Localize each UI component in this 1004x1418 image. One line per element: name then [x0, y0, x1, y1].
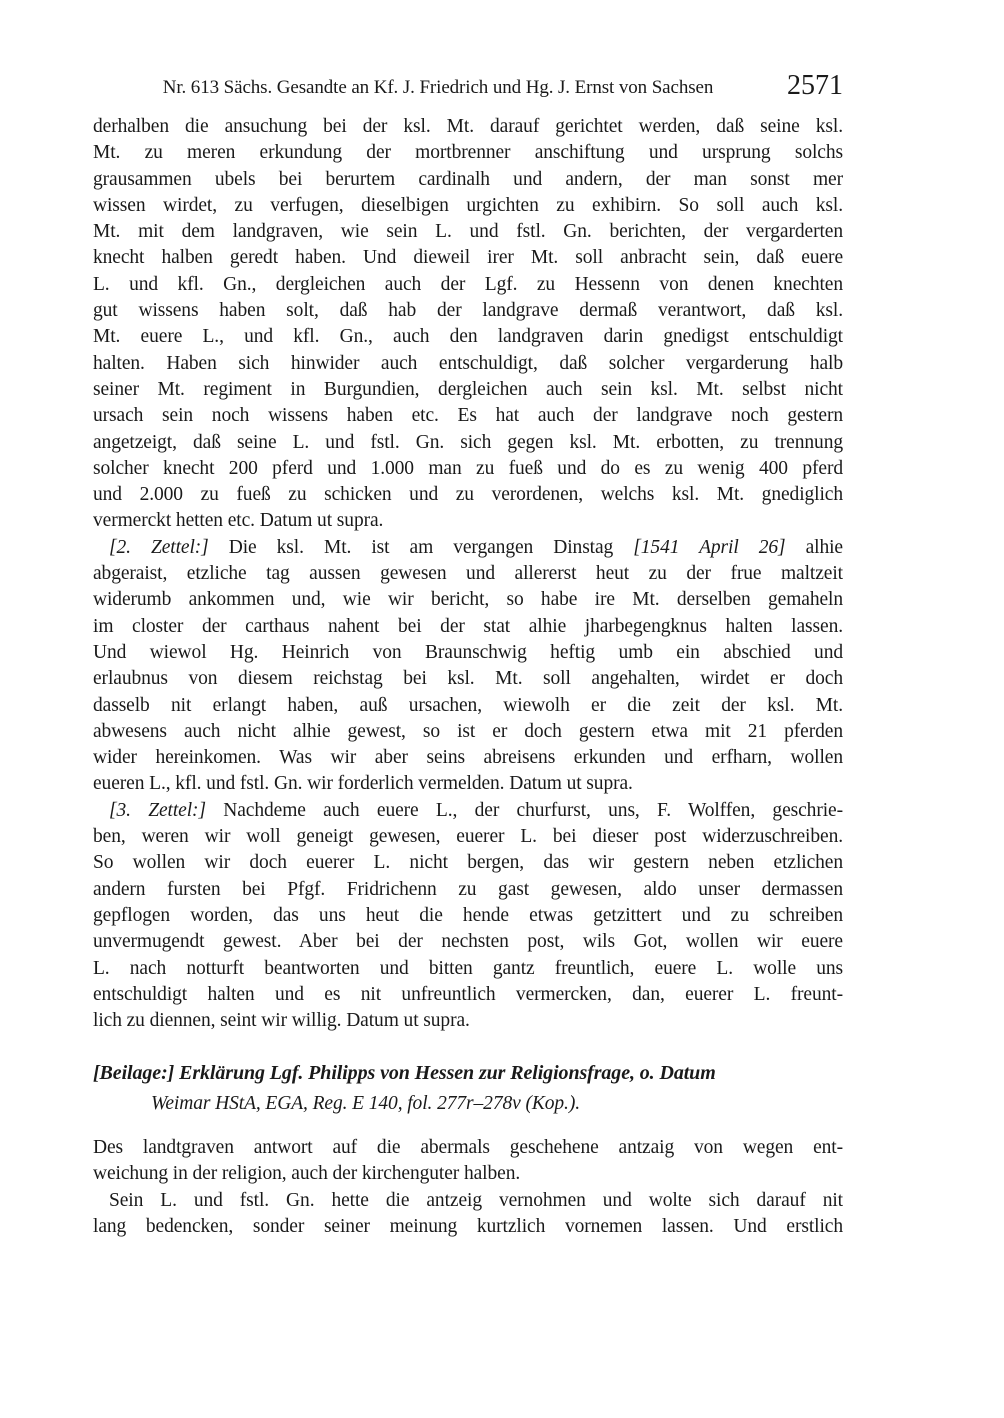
- paragraph: [93, 535, 843, 798]
- text-line: [93, 272, 843, 298]
- text-segment: abwesens auch nicht alhie gewest, so ist er doch gestern etwa mit 21 pferden: [93, 720, 843, 742]
- text-line: [93, 877, 843, 903]
- text-segment: andern fursten bei Pfgf. Fridrichenn zu gast gewesen, aldo unser dermassen: [93, 878, 843, 900]
- text-line: [93, 956, 843, 982]
- text-segment: eueren L., kfl. und fstl. Gn. wir forderlich vermelden. Datum ut supra.: [93, 773, 633, 795]
- text-segment: entschuldigt halten und es nit unfreuntlich vermercken, dan, euerer L. freunt-: [93, 983, 843, 1005]
- text-line: [93, 377, 843, 403]
- source-citation: Weimar HStA, EGA, Reg. E 140, fol. 277r–278v (Kop.).: [151, 1092, 580, 1114]
- text-line: [93, 1008, 843, 1034]
- text-segment: gepflogen worden, das uns heut die hende etwas getzittert und zu schreiben: [93, 904, 843, 926]
- text-line: [93, 482, 843, 508]
- text-line: [93, 693, 843, 719]
- text-segment: wissen wirdet, zu verfugen, dieselbigen urgichten zu exhibirn. So soll auch ksl.: [93, 194, 843, 216]
- text-line: [93, 324, 843, 350]
- text-segment: Sein L. und fstl. Gn. hette die antzeig vernohmen und wolte sich darauf nit: [109, 1189, 843, 1211]
- text-segment: Nachdeme auch euere L., der churfurst, uns, F. Wolffen, geschrie-: [205, 799, 843, 821]
- running-head-title: Nr. 613 Sächs. Gesandte an Kf. J. Friedrich und Hg. J. Ernst von Sachsen: [162, 77, 714, 98]
- text-line: [93, 929, 843, 955]
- text-line: [93, 1135, 843, 1161]
- text-segment: lang bedencken, sonder seiner meinung kurtzlich vornemen lassen. Und erstlich: [93, 1215, 843, 1237]
- text-line: [93, 666, 843, 692]
- text-line: [93, 982, 843, 1008]
- text-segment: solcher knecht 200 pferd und 1.000 man zu fueß und do es zu wenig 400 pferd: [93, 457, 843, 479]
- text-segment: Mt. euere L., und kfl. Gn., auch den landgraven darin gnedigst entschuldigt: [93, 326, 843, 348]
- attachment-heading: [Beilage:] Erklärung Lgf. Philipps von Hessen zur Religionsfrage, o. Datum: [93, 1062, 716, 1085]
- text-line: [93, 298, 843, 324]
- text-line: [93, 614, 843, 640]
- text-line: [93, 1161, 843, 1187]
- italic-text-segment: [1541 April 26]: [633, 536, 786, 558]
- text-segment: Des landtgraven antwort auf die abermals geschehene antzaig von wegen ent-: [93, 1136, 843, 1158]
- text-line: [93, 771, 843, 797]
- text-segment: unvermugendt gewest. Aber bei der nechsten post, wils Got, wollen wir euere: [93, 931, 843, 953]
- text-line: [93, 193, 843, 219]
- paragraph: [93, 114, 843, 535]
- text-line: [93, 1214, 843, 1240]
- text-line: [93, 824, 843, 850]
- text-line: [93, 456, 843, 482]
- paragraph: [93, 1135, 843, 1188]
- text-segment: ursach sein noch wissens haben etc. Es hat auch der landgrave noch gestern: [93, 405, 843, 427]
- text-line: [93, 167, 843, 193]
- text-line: [93, 640, 843, 666]
- text-segment: im closter der carthaus nahent bei der stat alhie jharbegengknus halten lassen.: [93, 615, 843, 637]
- text-segment: erlaubnus von diesem reichstag bei ksl. Mt. soll angehalten, wirdet er doch: [93, 668, 843, 690]
- text-segment: seiner Mt. regiment in Burgundien, dergleichen auch sein ksl. Mt. selbst nicht: [93, 378, 843, 400]
- text-line: [93, 587, 843, 613]
- text-line: [93, 535, 843, 561]
- text-segment: knecht halben geredt haben. Und dieweil irer Mt. soll anbracht sein, daß euere: [93, 247, 843, 269]
- text-segment: Und wiewol Hg. Heinrich von Braunschwig heftig umb ein abschied und: [93, 641, 843, 663]
- text-segment: gut wissens haben solt, daß hab der landgrave dermaß verantwort, daß ksl.: [93, 300, 843, 322]
- page-number: 2571: [787, 70, 843, 101]
- text-segment: angetzeigt, daß seine L. und fstl. Gn. sich gegen ksl. Mt. erbotten, zu trennung: [93, 431, 843, 453]
- text-segment: Die ksl. Mt. ist am vergangen Dinstag: [208, 536, 634, 558]
- text-segment: L. nach notturft beantworten und bitten gantz freuntlich, euere L. wolle uns: [93, 957, 843, 979]
- text-segment: grausammen ubels bei berurtem cardinalh und andern, der man sonst mer: [93, 168, 843, 190]
- text-line: [93, 798, 843, 824]
- text-line: [93, 850, 843, 876]
- text-segment: So wollen wir doch euerer L. nicht bergen, das wir gestern neben etzlichen: [93, 852, 843, 874]
- text-line: [93, 1188, 843, 1214]
- text-line: [93, 903, 843, 929]
- text-segment: abgeraist, etzliche tag aussen gewesen und allererst heut zu der frue maltzeit: [93, 563, 843, 585]
- text-line: [93, 351, 843, 377]
- text-segment: derhalben die ansuchung bei der ksl. Mt. darauf gerichtet werden, daß seine ksl.: [93, 116, 843, 137]
- text-segment: halten. Haben sich hinwider auch entschuldigt, daß solcher vergarderung halb: [93, 352, 843, 374]
- italic-text-segment: [2. Zettel:]: [109, 536, 209, 558]
- text-segment: und 2.000 zu fueß zu schicken und zu verordenen, welchs ksl. Mt. gnediglich: [93, 484, 843, 506]
- text-line: [93, 745, 843, 771]
- text-line: [93, 245, 843, 271]
- text-segment: Mt. mit dem landgraven, wie sein L. und fstl. Gn. berichten, der vergarderten: [93, 221, 843, 243]
- paragraph: [93, 1188, 843, 1241]
- text-line: [93, 561, 843, 587]
- text-segment: L. und kfl. Gn., dergleichen auch der Lgf. zu Hessenn von denen knechten: [93, 273, 843, 295]
- text-line: [93, 219, 843, 245]
- italic-text-segment: [3. Zettel:]: [109, 799, 206, 821]
- text-segment: widerumb ankommen und, wie wir bericht, so habe ire Mt. derselben gemaheln: [93, 589, 843, 611]
- text-segment: lich zu diennen, seint wir willig. Datum ut supra.: [93, 1010, 470, 1032]
- text-line: [93, 719, 843, 745]
- document-body: [93, 114, 843, 1240]
- text-segment: Mt. zu meren erkundung der mortbrenner anschiftung und ursprung solchs: [93, 142, 843, 164]
- text-line: [93, 430, 843, 456]
- running-head: [93, 70, 843, 102]
- text-line: [93, 508, 843, 534]
- text-segment: ben, weren wir woll geneigt gewesen, euerer L. bei dieser post widerzuschreiben.: [93, 826, 843, 848]
- text-segment: vermerckt hetten etc. Datum ut supra.: [93, 510, 384, 532]
- paragraph: [93, 798, 843, 1035]
- text-line: [93, 114, 843, 140]
- text-line: [93, 140, 843, 166]
- text-segment: alhie: [785, 536, 843, 558]
- text-segment: weichung in der religion, auch der kirchenguter halben.: [93, 1163, 521, 1185]
- text-segment: dasselb nit erlangt haben, auß ursachen, wiewolh er die zeit der ksl. Mt.: [93, 694, 843, 716]
- text-segment: wider hereinkomen. Was wir aber seins abreisens erkunden und erfharn, wollen: [93, 747, 843, 769]
- text-line: [93, 403, 843, 429]
